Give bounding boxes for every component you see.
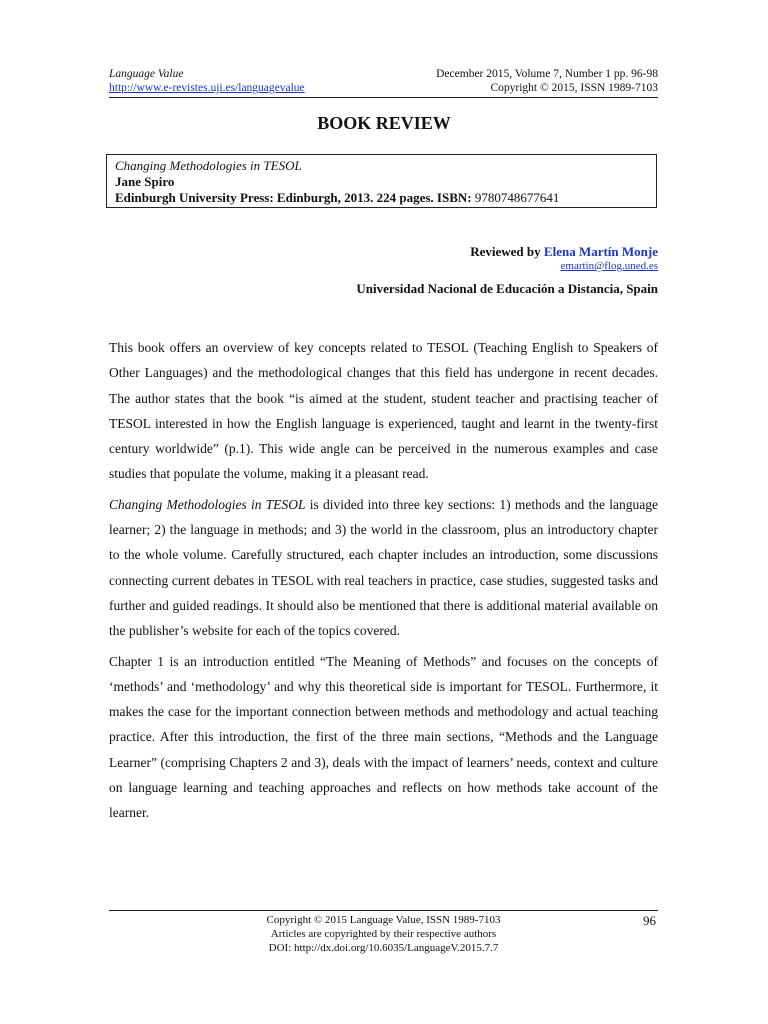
page-title: BOOK REVIEW xyxy=(317,113,451,133)
footer-rights: Articles are copyrighted by their respective authors xyxy=(270,928,497,940)
reviewed-by-label: Reviewed by xyxy=(470,244,544,259)
footer-copyright: Copyright © 2015 Language Value, ISSN 1989-7103 xyxy=(266,914,501,926)
reviewer-name: Elena Martín Monje xyxy=(543,244,658,259)
running-header xyxy=(109,67,658,95)
footer-divider xyxy=(109,910,658,911)
paragraph-2 xyxy=(109,492,658,644)
paragraph-2-text: is divided into three key sections: 1) methods and the language learner; 2) the language in methods; and 3) the world in the classroom, plus an introductory chapter to the whole volume. Carefully structured, each chapter includes an introduction, some discussions connecting current debates in TESOL with real teachers in practice, case studies, suggested tasks and further and guided readings. It should also be mentioned that there is additional material available on the publisher’s website for each of the topics covered. xyxy=(109,496,658,639)
book-author: Jane Spiro xyxy=(115,174,175,189)
review-body xyxy=(109,335,658,831)
reviewer-email-link[interactable]: emartin@flog.uned.es xyxy=(560,260,658,272)
book-isbn: 9780748677641 xyxy=(471,190,560,205)
header-copyright: Copyright © 2015, ISSN 1989-7103 xyxy=(490,82,658,94)
book-title-inline: Changing Methodologies in TESOL xyxy=(109,496,306,512)
book-publication: Edinburgh University Press: Edinburgh, 2013. 224 pages. ISBN: xyxy=(115,190,472,205)
header-divider xyxy=(109,97,658,98)
paragraph-1: This book offers an overview of key concepts related to TESOL (Teaching English to Speakers of Other Languages) and the methodological changes that this field has undergone in recent decades. The author states that the book “is aimed at the student, student teacher and practising teacher of TESOL interested in how the English language is experienced, taught and learnt in the twenty-first century worldwide” (p.1). This wide angle can be perceived in the numerous examples and case studies that populate the volume, making it a pleasant read. xyxy=(109,340,658,482)
issue-info: December 2015, Volume 7, Number 1 pp. 96-98 xyxy=(436,68,658,80)
footer-doi: DOI: http://dx.doi.org/10.6035/LanguageV.2015.7.7 xyxy=(268,942,499,954)
journal-name: Language Value xyxy=(109,68,184,80)
book-title: Changing Methodologies in TESOL xyxy=(115,158,302,173)
book-info-box xyxy=(106,154,657,208)
page-footer xyxy=(109,913,658,955)
reviewer-block xyxy=(356,244,658,297)
paragraph-3: Chapter 1 is an introduction entitled “The Meaning of Methods” and focuses on the concepts of ‘methods’ and ‘methodology’ and why this theoretical side is important for TESOL. Furthermore, it makes the case for the important connection between methods and methodology and actual teaching practice. After this introduction, the first of the three main sections, “Methods and the Language Learner” (comprising Chapters 2 and 3), deals with the impact of learners’ needs, context and culture on language learning and teaching approaches and reflects on how methods take account of the learner. xyxy=(109,653,658,821)
journal-url-link[interactable]: http://www.e-revistes.uji.es/languagevalue xyxy=(109,82,305,94)
page-number: 96 xyxy=(643,913,656,928)
reviewer-affiliation: Universidad Nacional de Educación a Distancia, Spain xyxy=(356,281,658,296)
